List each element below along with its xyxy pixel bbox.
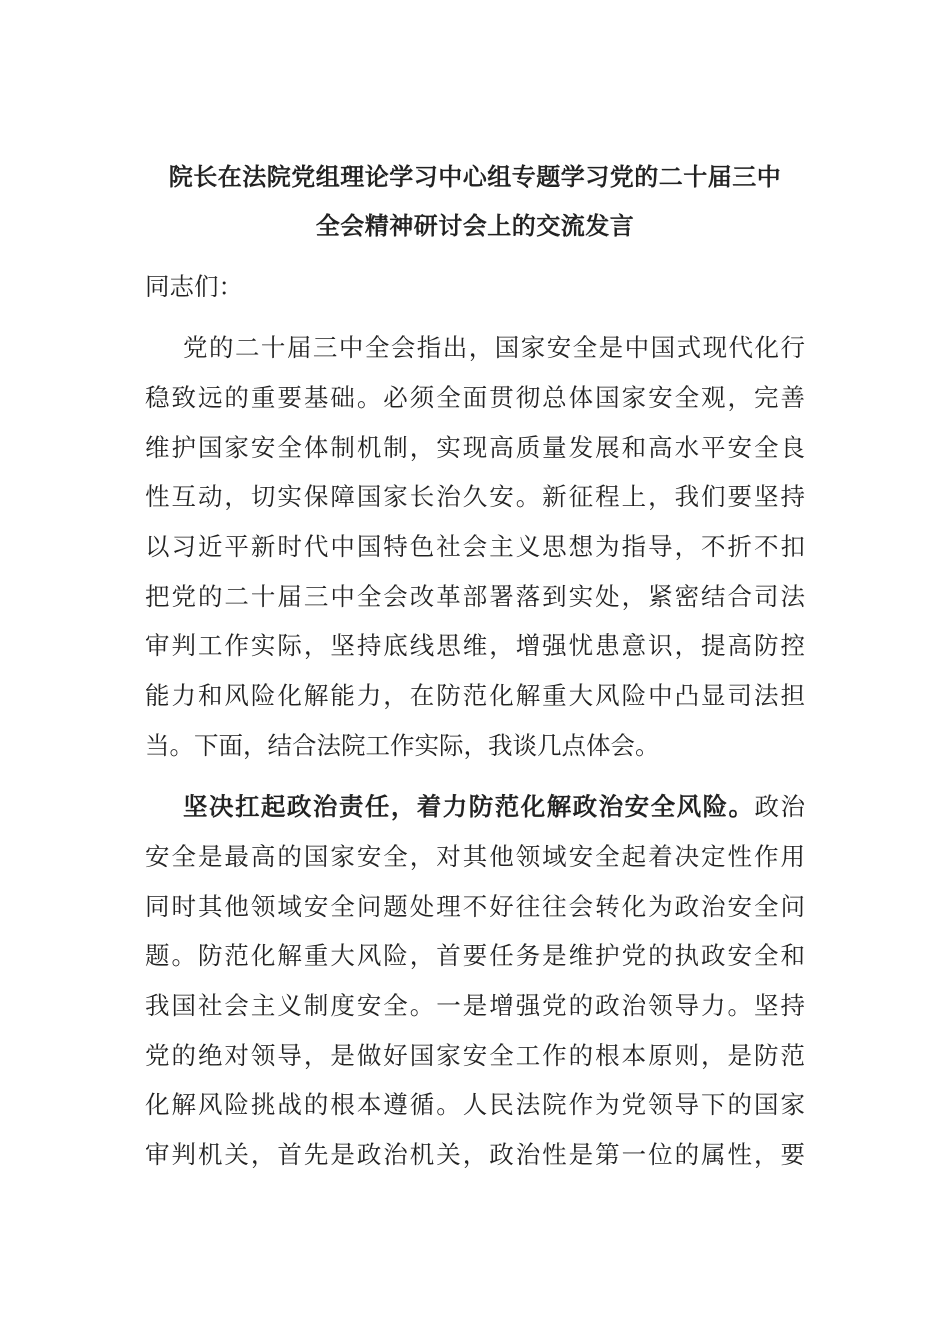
paragraph-2-line: 我国社会主义制度安全。一是增强党的政治领导力。坚持 bbox=[145, 991, 805, 1020]
paragraph-1-line: 以习近平新时代中国特色社会主义思想为指导，不折不扣 bbox=[145, 532, 805, 561]
paragraph-2-line: 安全是最高的国家安全，对其他领域安全起着决定性作用 bbox=[145, 842, 805, 871]
salutation: 同志们： bbox=[145, 272, 243, 301]
paragraph-2-line: 党的绝对领导，是做好国家安全工作的根本原则，是防范 bbox=[145, 1041, 805, 1070]
paragraph-1-line: 维护国家安全体制机制，实现高质量发展和高水平安全良 bbox=[145, 433, 805, 462]
paragraph-2-line: 审判机关，首先是政治机关，政治性是第一位的属性，要 bbox=[145, 1140, 805, 1169]
paragraph-1-line: 把党的二十届三中全会改革部署落到实处，紧密结合司法 bbox=[145, 582, 805, 611]
title-line-1: 院长在法院党组理论学习中心组专题学习党的二十届三中 bbox=[168, 163, 782, 191]
document-title bbox=[145, 153, 805, 251]
title-line-2: 全会精神研讨会上的交流发言 bbox=[315, 212, 635, 240]
paragraph-1-line: 党的二十届三中全会指出，国家安全是中国式现代化行 bbox=[183, 333, 805, 362]
paragraph-2-line: 化解风险挑战的根本遵循。人民法院作为党领导下的国家 bbox=[145, 1090, 805, 1119]
paragraph-1-line: 能力和风险化解能力，在防范化解重大风险中凸显司法担 bbox=[145, 681, 805, 710]
paragraph-1-line: 性互动，切实保障国家长治久安。新征程上，我们要坚持 bbox=[145, 482, 805, 511]
paragraph-1-line: 当。下面，结合法院工作实际，我谈几点体会。 bbox=[145, 731, 660, 760]
paragraph-1-line: 稳致远的重要基础。必须全面贯彻总体国家安全观，完善 bbox=[145, 383, 805, 412]
paragraph-2-line: 同时其他领域安全问题处理不好往往会转化为政治安全问 bbox=[145, 892, 805, 921]
paragraph-2-line: 题。防范化解重大风险，首要任务是维护党的执政安全和 bbox=[145, 941, 805, 970]
paragraph-2-first-line bbox=[183, 790, 805, 824]
paragraph-2-first-tail: 政治 bbox=[754, 792, 805, 821]
paragraph-1-line: 审判工作实际，坚持底线思维，增强忧患意识，提高防控 bbox=[145, 631, 805, 660]
paragraph-2-heading: 坚决扛起政治责任，着力防范化解政治安全风险。 bbox=[183, 792, 755, 821]
